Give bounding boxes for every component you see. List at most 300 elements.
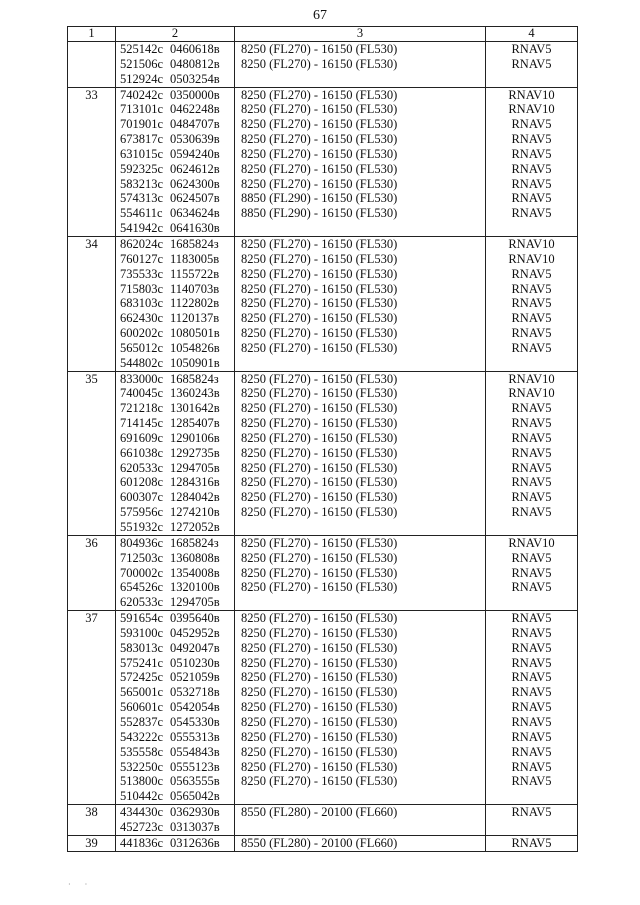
coordinate-line bbox=[116, 461, 234, 476]
navigation-spec: RNAV5 bbox=[511, 296, 552, 311]
flight-levels-cell bbox=[235, 42, 486, 88]
longitude: 0521059в bbox=[170, 670, 220, 685]
flight-level-range: 8250 (FL270) - 16150 (FL530) bbox=[241, 416, 398, 431]
longitude: 1685824з bbox=[170, 236, 219, 251]
navigation-spec: RNAV5 bbox=[511, 625, 552, 640]
navigation-spec: RNAV5 bbox=[511, 42, 552, 56]
route-number: 36 bbox=[85, 535, 98, 550]
latitude: 673817с bbox=[120, 132, 164, 147]
navigation-spec-cell bbox=[486, 236, 578, 371]
longitude: 1285407в bbox=[170, 416, 220, 431]
latitude: 683103с bbox=[120, 296, 164, 311]
latitude: 521506с bbox=[120, 56, 164, 71]
longitude: 1292735в bbox=[170, 445, 220, 460]
coordinates-cell bbox=[116, 42, 235, 88]
latitude: 631015с bbox=[120, 146, 164, 161]
latitude: 565001с bbox=[120, 685, 164, 700]
longitude: 0480812в bbox=[170, 56, 220, 71]
navigation-spec: RNAV5 bbox=[511, 685, 552, 700]
longitude: 0563555в bbox=[170, 774, 220, 789]
flight-level-range: 8250 (FL270) - 16150 (FL530) bbox=[241, 611, 398, 626]
longitude: 0542054в bbox=[170, 700, 220, 715]
coordinate-line bbox=[116, 475, 234, 490]
longitude: 1685824з bbox=[170, 535, 219, 550]
latitude: 662430с bbox=[120, 311, 164, 326]
longitude: 0462248в bbox=[170, 102, 220, 117]
coordinate-line bbox=[116, 595, 234, 610]
longitude: 1155722в bbox=[170, 266, 220, 281]
coordinate-line bbox=[116, 431, 234, 446]
navigation-spec: RNAV5 bbox=[511, 281, 552, 296]
flight-levels-cell bbox=[235, 535, 486, 610]
latitude: 804936с bbox=[120, 535, 164, 550]
longitude: 1272052в bbox=[170, 520, 220, 534]
route-number: 38 bbox=[85, 805, 98, 820]
navigation-spec-cell bbox=[486, 42, 578, 88]
flight-level-range: 8250 (FL270) - 16150 (FL530) bbox=[241, 430, 398, 445]
latitude: 592325с bbox=[120, 161, 164, 176]
longitude: 0350000в bbox=[170, 87, 220, 102]
flight-level-range: 8250 (FL270) - 16150 (FL530) bbox=[241, 460, 398, 475]
route-number-cell bbox=[68, 835, 116, 851]
longitude: 0313037в bbox=[170, 819, 220, 834]
coordinates-cell bbox=[116, 371, 235, 535]
navigation-spec: RNAV5 bbox=[511, 505, 552, 520]
latitude: 513800с bbox=[120, 774, 164, 789]
navigation-spec: RNAV5 bbox=[511, 326, 552, 341]
longitude: 1290106в bbox=[170, 430, 220, 445]
longitude: 1284042в bbox=[170, 490, 220, 505]
navigation-spec: RNAV5 bbox=[511, 565, 552, 580]
latitude: 691609с bbox=[120, 430, 164, 445]
coordinate-line bbox=[116, 252, 234, 267]
flight-level-range: 8250 (FL270) - 16150 (FL530) bbox=[241, 311, 398, 326]
longitude: 0460618в bbox=[170, 42, 220, 56]
coordinate-line bbox=[116, 566, 234, 581]
latitude: 620533с bbox=[120, 595, 164, 610]
navigation-spec: RNAV5 bbox=[511, 401, 552, 416]
coordinate-line bbox=[116, 401, 234, 416]
flight-level-range: 8250 (FL270) - 16150 (FL530) bbox=[241, 550, 398, 565]
latitude: 532250с bbox=[120, 759, 164, 774]
flight-level-range: 8250 (FL270) - 16150 (FL530) bbox=[241, 266, 398, 281]
latitude: 575956с bbox=[120, 505, 164, 520]
coordinate-line bbox=[116, 700, 234, 715]
coordinates-cell bbox=[116, 87, 235, 236]
flight-level-range: 8250 (FL270) - 16150 (FL530) bbox=[241, 744, 398, 759]
longitude: 1054826в bbox=[170, 340, 220, 355]
latitude: 600307с bbox=[120, 490, 164, 505]
navigation-spec: RNAV10 bbox=[508, 236, 555, 251]
table-body bbox=[68, 42, 578, 852]
flight-level-range: 8250 (FL270) - 16150 (FL530) bbox=[241, 565, 398, 580]
longitude: 0484707в bbox=[170, 117, 220, 132]
column-header-2: 2 bbox=[116, 27, 235, 42]
coordinate-line bbox=[116, 147, 234, 162]
latitude: 551932с bbox=[120, 520, 164, 534]
route-number-cell bbox=[68, 805, 116, 836]
latitude: 713101с bbox=[120, 102, 164, 117]
route-number-cell bbox=[68, 611, 116, 805]
navigation-spec: RNAV5 bbox=[511, 744, 552, 759]
column-header-3: 3 bbox=[235, 27, 486, 42]
flight-level-range: 8250 (FL270) - 16150 (FL530) bbox=[241, 117, 398, 132]
flight-level-range: 8250 (FL270) - 16150 (FL530) bbox=[241, 655, 398, 670]
flight-level-range: 8250 (FL270) - 16150 (FL530) bbox=[241, 251, 398, 266]
flight-level-range: 8250 (FL270) - 16150 (FL530) bbox=[241, 670, 398, 685]
longitude: 1354008в bbox=[170, 565, 220, 580]
coordinate-line bbox=[116, 356, 234, 371]
latitude: 740045с bbox=[120, 386, 164, 401]
column-header-4: 4 bbox=[486, 27, 578, 42]
longitude: 0555313в bbox=[170, 729, 220, 744]
coordinate-line bbox=[116, 551, 234, 566]
coordinate-line bbox=[116, 206, 234, 221]
route-number bbox=[68, 42, 115, 57]
coordinate-line bbox=[116, 386, 234, 401]
coordinates-cell bbox=[116, 805, 235, 836]
navigation-spec: RNAV10 bbox=[508, 535, 555, 550]
longitude: 0624300в bbox=[170, 176, 220, 191]
latitude: 525142с bbox=[120, 42, 164, 56]
route-group-row bbox=[68, 535, 578, 610]
latitude: 583213с bbox=[120, 176, 164, 191]
longitude: 1301642в bbox=[170, 401, 220, 416]
coordinate-line bbox=[116, 237, 234, 252]
navigation-spec: RNAV5 bbox=[511, 176, 552, 191]
coordinate-line bbox=[116, 191, 234, 206]
longitude: 0452952в bbox=[170, 625, 220, 640]
latitude: 661038с bbox=[120, 445, 164, 460]
coordinate-line bbox=[116, 774, 234, 789]
navigation-spec-cell bbox=[486, 535, 578, 610]
latitude: 714145с bbox=[120, 416, 164, 431]
coordinate-line bbox=[116, 132, 234, 147]
longitude: 0554843в bbox=[170, 744, 220, 759]
coordinates-cell bbox=[116, 236, 235, 371]
latitude: 560601с bbox=[120, 700, 164, 715]
route-group-row bbox=[68, 87, 578, 236]
navigation-spec: RNAV10 bbox=[508, 386, 555, 401]
latitude: 700002с bbox=[120, 565, 164, 580]
longitude: 1294705в bbox=[170, 595, 220, 610]
longitude: 0312636в bbox=[170, 835, 220, 850]
latitude: 721218с bbox=[120, 401, 164, 416]
latitude: 601208с bbox=[120, 475, 164, 490]
route-group-row bbox=[68, 611, 578, 805]
route-number: 35 bbox=[85, 371, 98, 386]
navigation-spec-cell bbox=[486, 805, 578, 836]
longitude: 0624612в bbox=[170, 161, 220, 176]
latitude: 833000с bbox=[120, 371, 164, 386]
route-number-cell bbox=[68, 371, 116, 535]
flight-level-range: 8850 (FL290) - 16150 (FL530) bbox=[241, 206, 398, 221]
navigation-spec: RNAV5 bbox=[511, 416, 552, 431]
latitude: 740242с bbox=[120, 87, 164, 102]
longitude: 1360808в bbox=[170, 550, 220, 565]
route-number-cell bbox=[68, 535, 116, 610]
navigation-spec: RNAV5 bbox=[511, 132, 552, 147]
coordinate-line bbox=[116, 117, 234, 132]
coordinate-line bbox=[116, 326, 234, 341]
flight-level-range: 8250 (FL270) - 16150 (FL530) bbox=[241, 535, 398, 550]
navigation-spec: RNAV10 bbox=[508, 87, 555, 102]
latitude: 760127с bbox=[120, 251, 164, 266]
longitude: 0555123в bbox=[170, 759, 220, 774]
latitude: 434430с bbox=[120, 805, 164, 820]
navigation-spec-cell bbox=[486, 87, 578, 236]
flight-level-range: 8250 (FL270) - 16150 (FL530) bbox=[241, 759, 398, 774]
navigation-spec: RNAV5 bbox=[511, 640, 552, 655]
coordinate-line bbox=[116, 57, 234, 72]
longitude: 0532718в bbox=[170, 685, 220, 700]
coordinate-line bbox=[116, 341, 234, 356]
latitude: 512924с bbox=[120, 71, 164, 86]
navigation-spec: RNAV5 bbox=[511, 805, 552, 820]
flight-level-range: 8550 (FL280) - 20100 (FL660) bbox=[241, 805, 398, 820]
longitude: 0634624в bbox=[170, 206, 220, 221]
longitude: 0395640в bbox=[170, 611, 220, 626]
flight-level-range: 8550 (FL280) - 20100 (FL660) bbox=[241, 835, 398, 850]
latitude: 552837с bbox=[120, 714, 164, 729]
coordinate-line bbox=[116, 789, 234, 804]
route-number: 39 bbox=[85, 835, 98, 850]
navigation-spec: RNAV5 bbox=[511, 430, 552, 445]
flight-level-range: 8250 (FL270) - 16150 (FL530) bbox=[241, 87, 398, 102]
coordinate-line bbox=[116, 162, 234, 177]
flight-levels-cell bbox=[235, 236, 486, 371]
navigation-spec: RNAV10 bbox=[508, 251, 555, 266]
flight-level-range: 8250 (FL270) - 16150 (FL530) bbox=[241, 774, 398, 789]
coordinate-line bbox=[116, 416, 234, 431]
coordinate-line bbox=[116, 536, 234, 551]
navigation-spec: RNAV5 bbox=[511, 835, 552, 850]
route-group-row bbox=[68, 371, 578, 535]
flight-level-range: 8250 (FL270) - 16150 (FL530) bbox=[241, 340, 398, 355]
coordinates-cell bbox=[116, 835, 235, 851]
coordinate-line bbox=[116, 372, 234, 387]
latitude: 735533с bbox=[120, 266, 164, 281]
coordinate-line bbox=[116, 505, 234, 520]
flight-level-range: 8250 (FL270) - 16150 (FL530) bbox=[241, 281, 398, 296]
latitude: 583013с bbox=[120, 640, 164, 655]
latitude: 452723с bbox=[120, 819, 164, 834]
flight-level-range: 8250 (FL270) - 16150 (FL530) bbox=[241, 475, 398, 490]
coordinates-cell bbox=[116, 535, 235, 610]
route-number-cell bbox=[68, 87, 116, 236]
flight-level-range: 8250 (FL270) - 16150 (FL530) bbox=[241, 146, 398, 161]
coordinate-line bbox=[116, 670, 234, 685]
navigation-spec: RNAV5 bbox=[511, 759, 552, 774]
longitude: 1360243в bbox=[170, 386, 220, 401]
latitude: 701901с bbox=[120, 117, 164, 132]
route-group-row bbox=[68, 42, 578, 88]
navigation-spec: RNAV5 bbox=[511, 206, 552, 221]
latitude: 712503с bbox=[120, 550, 164, 565]
coordinate-line bbox=[116, 805, 234, 820]
coordinate-line bbox=[116, 626, 234, 641]
navigation-spec: RNAV5 bbox=[511, 56, 552, 71]
latitude: 593100с bbox=[120, 625, 164, 640]
longitude: 1274210в bbox=[170, 505, 220, 520]
longitude: 1120137в bbox=[170, 311, 220, 326]
longitude: 1080501в bbox=[170, 326, 220, 341]
navigation-spec: RNAV5 bbox=[511, 340, 552, 355]
flight-levels-cell bbox=[235, 611, 486, 805]
longitude: 0492047в bbox=[170, 640, 220, 655]
coordinate-line bbox=[116, 685, 234, 700]
navigation-spec: RNAV10 bbox=[508, 371, 555, 386]
coordinate-line bbox=[116, 177, 234, 192]
coordinate-line bbox=[116, 836, 234, 851]
navigation-spec: RNAV5 bbox=[511, 311, 552, 326]
latitude: 510442с bbox=[120, 789, 164, 804]
latitude: 574313с bbox=[120, 191, 164, 206]
coordinates-cell bbox=[116, 611, 235, 805]
navigation-spec-cell bbox=[486, 611, 578, 805]
coordinate-line bbox=[116, 88, 234, 103]
flight-level-range: 8250 (FL270) - 16150 (FL530) bbox=[241, 132, 398, 147]
navigation-spec: RNAV5 bbox=[511, 266, 552, 281]
navigation-spec: RNAV5 bbox=[511, 191, 552, 206]
coordinate-line bbox=[116, 730, 234, 745]
longitude: 1320100в bbox=[170, 580, 220, 595]
navigation-spec: RNAV5 bbox=[511, 714, 552, 729]
latitude: 654526с bbox=[120, 580, 164, 595]
longitude: 1284316в bbox=[170, 475, 220, 490]
coordinate-line bbox=[116, 282, 234, 297]
navigation-spec-cell bbox=[486, 371, 578, 535]
scan-marks: · · bbox=[68, 880, 94, 889]
coordinate-line bbox=[116, 221, 234, 236]
coordinate-line bbox=[116, 745, 234, 760]
latitude: 575241с bbox=[120, 655, 164, 670]
coordinate-line bbox=[116, 715, 234, 730]
coordinate-line bbox=[116, 580, 234, 595]
navigation-spec: RNAV5 bbox=[511, 146, 552, 161]
navigation-spec: RNAV5 bbox=[511, 580, 552, 595]
longitude: 1294705в bbox=[170, 460, 220, 475]
coordinate-line bbox=[116, 520, 234, 535]
flight-level-range: 8250 (FL270) - 16150 (FL530) bbox=[241, 401, 398, 416]
navigation-spec: RNAV5 bbox=[511, 445, 552, 460]
flight-level-range: 8250 (FL270) - 16150 (FL530) bbox=[241, 685, 398, 700]
page-number: 67 bbox=[313, 8, 327, 23]
latitude: 565012с bbox=[120, 340, 164, 355]
latitude: 441836с bbox=[120, 835, 164, 850]
longitude: 1140703в bbox=[170, 281, 220, 296]
header-row bbox=[68, 27, 578, 42]
coordinate-line bbox=[116, 611, 234, 626]
navigation-spec: RNAV5 bbox=[511, 161, 552, 176]
flight-level-range: 8250 (FL270) - 16150 (FL530) bbox=[241, 580, 398, 595]
longitude: 0530639в bbox=[170, 132, 220, 147]
flight-levels-cell bbox=[235, 835, 486, 851]
longitude: 0624507в bbox=[170, 191, 220, 206]
navigation-spec: RNAV5 bbox=[511, 490, 552, 505]
flight-level-range: 8250 (FL270) - 16150 (FL530) bbox=[241, 176, 398, 191]
flight-level-range: 8250 (FL270) - 16150 (FL530) bbox=[241, 296, 398, 311]
flight-level-range: 8250 (FL270) - 16150 (FL530) bbox=[241, 161, 398, 176]
navigation-spec: RNAV5 bbox=[511, 655, 552, 670]
flight-level-range: 8250 (FL270) - 16150 (FL530) bbox=[241, 445, 398, 460]
flight-level-range: 8250 (FL270) - 16150 (FL530) bbox=[241, 102, 398, 117]
latitude: 541942с bbox=[120, 221, 164, 236]
navigation-spec: RNAV5 bbox=[511, 700, 552, 715]
latitude: 591654с bbox=[120, 611, 164, 626]
navigation-spec: RNAV5 bbox=[511, 117, 552, 132]
navigation-spec: RNAV5 bbox=[511, 670, 552, 685]
flight-level-range: 8250 (FL270) - 16150 (FL530) bbox=[241, 700, 398, 715]
coordinate-line bbox=[116, 490, 234, 505]
navigation-spec: RNAV5 bbox=[511, 729, 552, 744]
coordinate-line bbox=[116, 42, 234, 57]
route-group-row bbox=[68, 835, 578, 851]
flight-level-range: 8250 (FL270) - 16150 (FL530) bbox=[241, 729, 398, 744]
route-number-cell bbox=[68, 42, 116, 88]
flight-level-range: 8250 (FL270) - 16150 (FL530) bbox=[241, 640, 398, 655]
coordinate-line bbox=[116, 760, 234, 775]
coordinate-line bbox=[116, 820, 234, 835]
flight-level-range: 8250 (FL270) - 16150 (FL530) bbox=[241, 714, 398, 729]
latitude: 535558с bbox=[120, 744, 164, 759]
longitude: 1183005в bbox=[170, 251, 220, 266]
flight-level-range: 8850 (FL290) - 16150 (FL530) bbox=[241, 191, 398, 206]
route-group-row bbox=[68, 236, 578, 371]
flight-level-range: 8250 (FL270) - 16150 (FL530) bbox=[241, 625, 398, 640]
route-group-row bbox=[68, 805, 578, 836]
latitude: 620533с bbox=[120, 460, 164, 475]
navigation-spec: RNAV5 bbox=[511, 475, 552, 490]
coordinate-line bbox=[116, 102, 234, 117]
latitude: 544802с bbox=[120, 355, 164, 370]
flight-level-range: 8250 (FL270) - 16150 (FL530) bbox=[241, 236, 398, 251]
coordinate-line bbox=[116, 656, 234, 671]
navigation-spec: RNAV10 bbox=[508, 102, 555, 117]
route-number: 34 bbox=[85, 236, 98, 251]
flight-level-range: 8250 (FL270) - 16150 (FL530) bbox=[241, 371, 398, 386]
route-number-cell bbox=[68, 236, 116, 371]
longitude: 0362930в bbox=[170, 805, 220, 820]
longitude: 0545330в bbox=[170, 714, 220, 729]
coordinate-line bbox=[116, 311, 234, 326]
latitude: 862024с bbox=[120, 236, 164, 251]
longitude: 0641630в bbox=[170, 221, 220, 236]
routes-table bbox=[67, 26, 578, 852]
longitude: 0565042в bbox=[170, 789, 220, 804]
column-header-1: 1 bbox=[68, 27, 116, 42]
flight-level-range: 8250 (FL270) - 16150 (FL530) bbox=[241, 326, 398, 341]
flight-level-range: 8250 (FL270) - 16150 (FL530) bbox=[241, 56, 398, 71]
flight-levels-cell bbox=[235, 805, 486, 836]
longitude: 1685824з bbox=[170, 371, 219, 386]
navigation-spec: RNAV5 bbox=[511, 550, 552, 565]
route-number: 33 bbox=[85, 87, 98, 102]
longitude: 0503254в bbox=[170, 71, 220, 86]
flight-level-range: 8250 (FL270) - 16150 (FL530) bbox=[241, 386, 398, 401]
flight-level-range: 8250 (FL270) - 16150 (FL530) bbox=[241, 42, 398, 56]
coordinate-line bbox=[116, 72, 234, 87]
longitude: 0510230в bbox=[170, 655, 220, 670]
flight-level-range: 8250 (FL270) - 16150 (FL530) bbox=[241, 490, 398, 505]
latitude: 572425с bbox=[120, 670, 164, 685]
latitude: 554611с bbox=[120, 206, 163, 221]
navigation-spec: RNAV5 bbox=[511, 611, 552, 626]
navigation-spec-cell bbox=[486, 835, 578, 851]
latitude: 600202с bbox=[120, 326, 164, 341]
longitude: 1050901в bbox=[170, 355, 220, 370]
route-number: 37 bbox=[85, 611, 98, 626]
